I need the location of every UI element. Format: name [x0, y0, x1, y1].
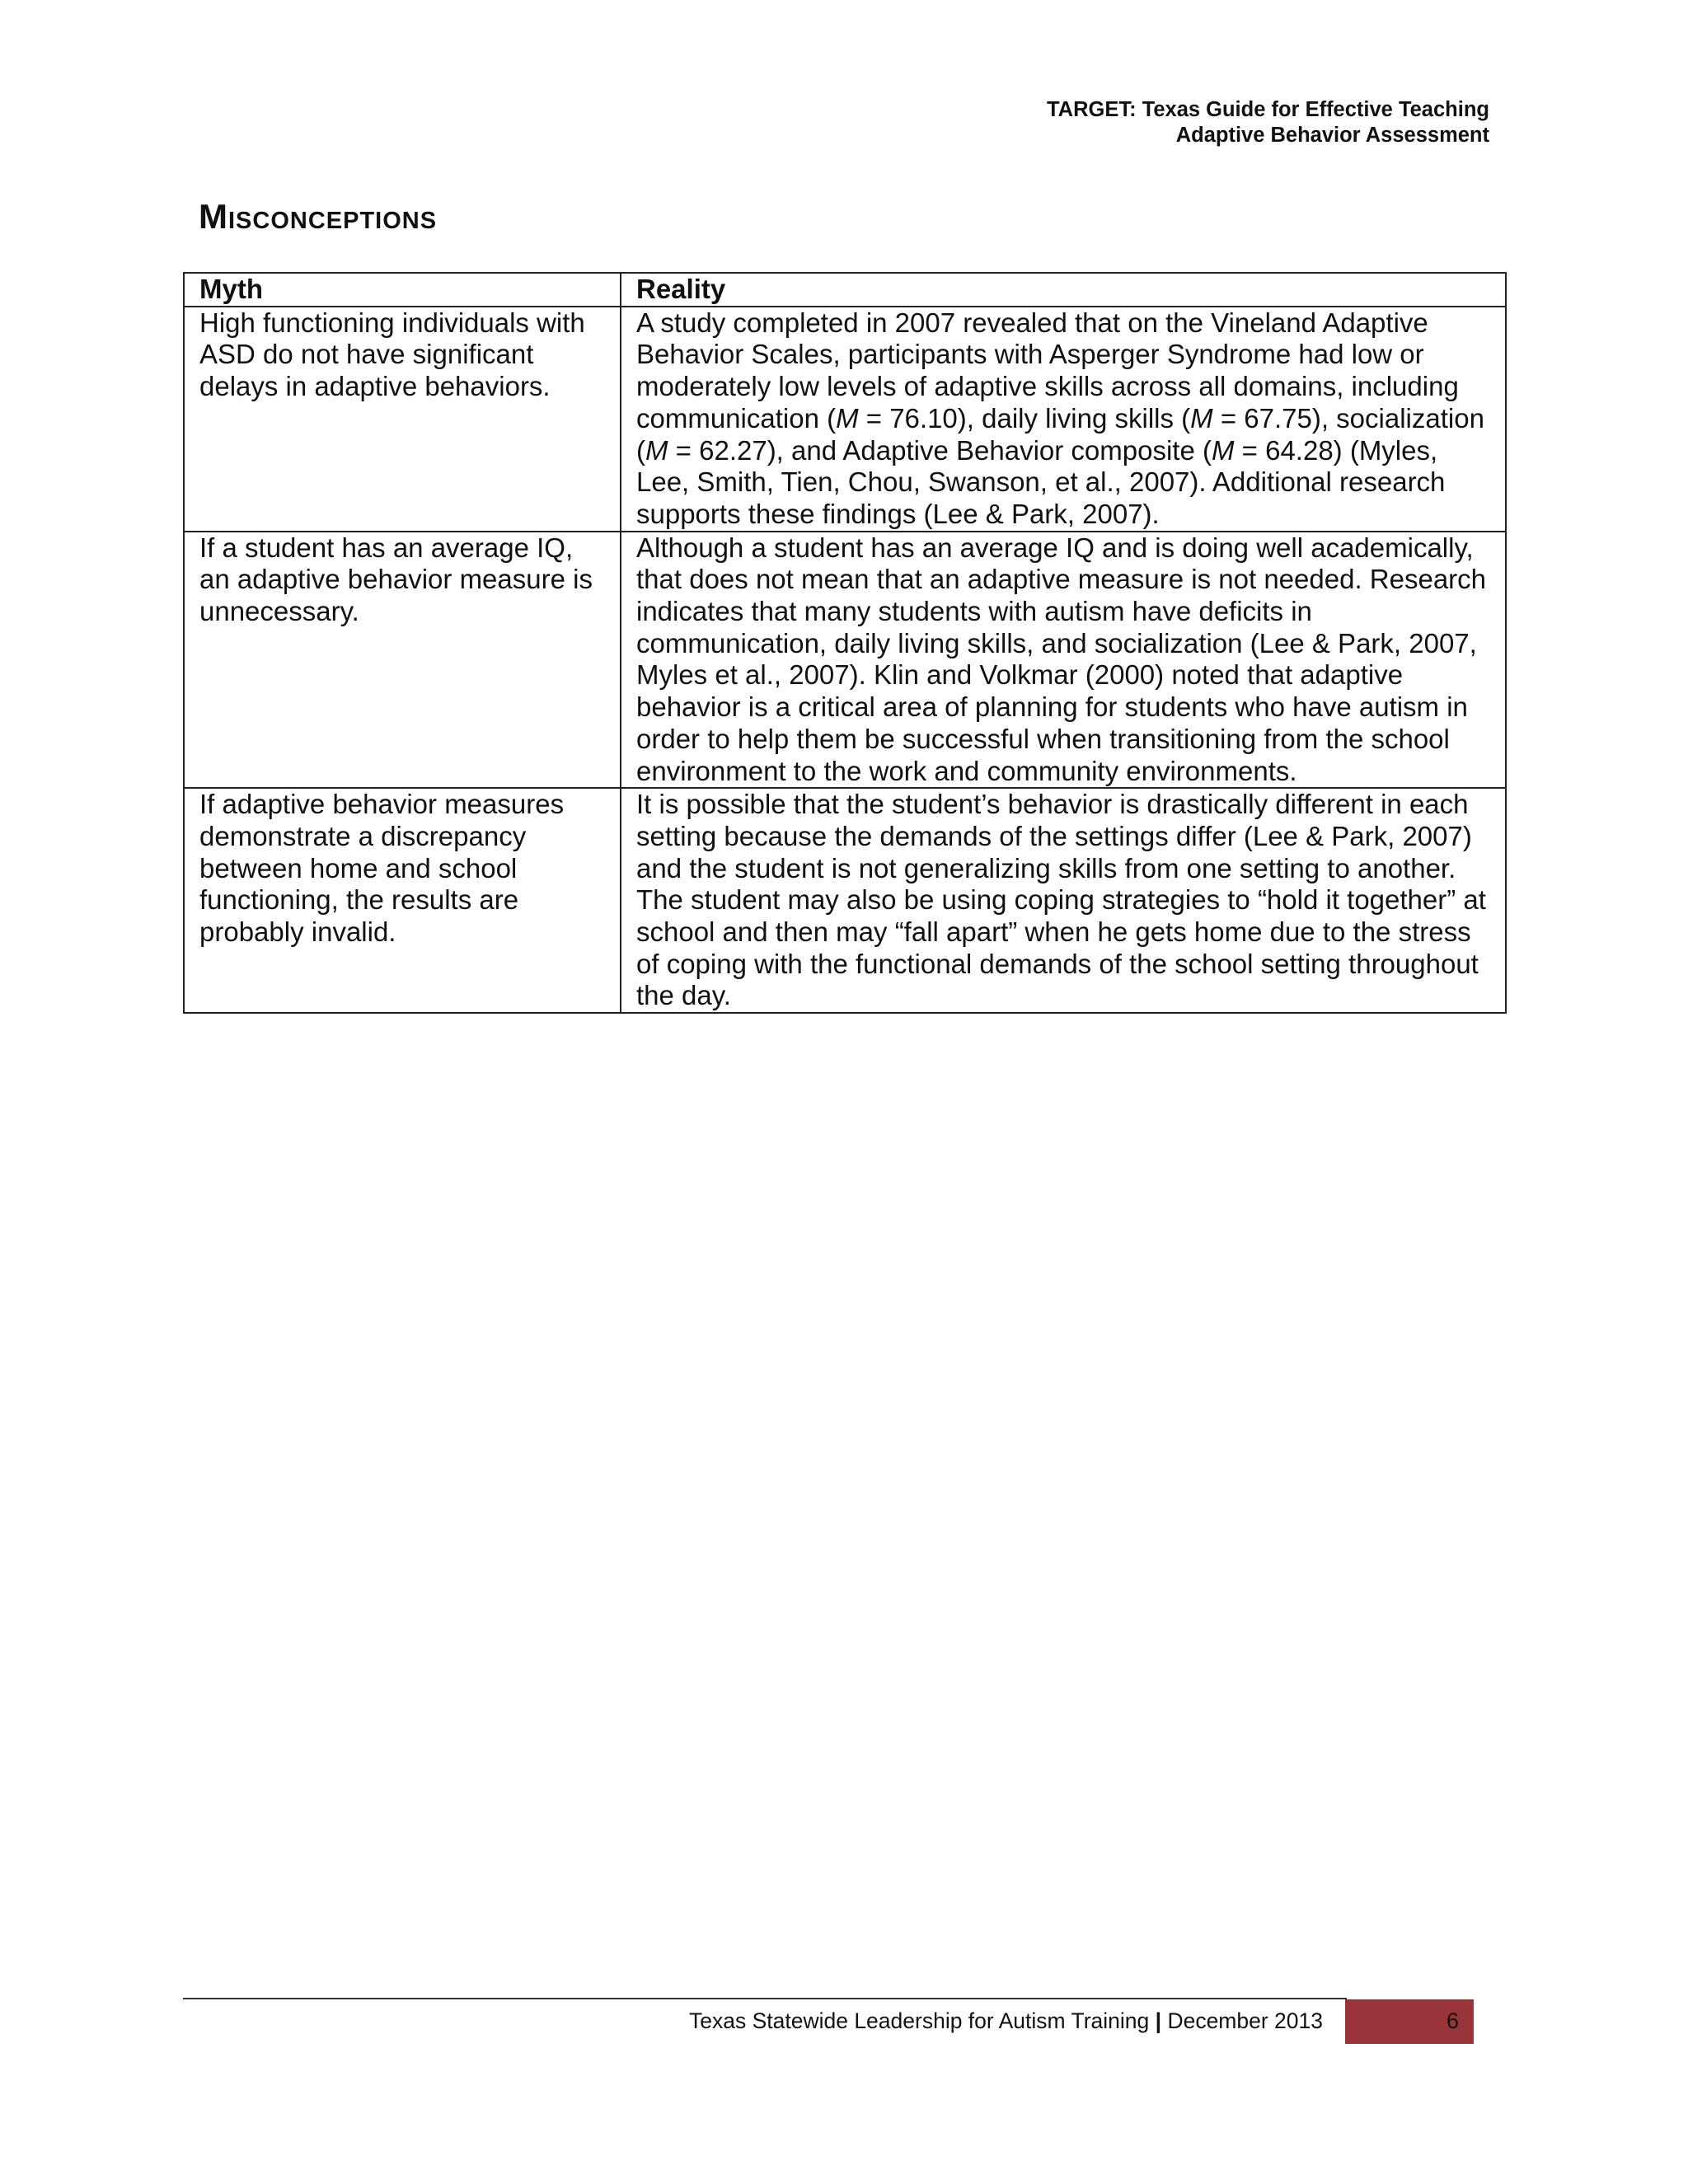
footer-organization: Texas Statewide Leadership for Autism Training	[688, 2008, 1150, 2033]
reality-text: = 67.75), socialization (	[636, 402, 1484, 466]
misconceptions-table	[183, 272, 1507, 1014]
table-row	[184, 788, 1506, 1013]
reality-text: = 64.28) (Myles, Lee, Smith, Tien, Chou, Swanson, et al., 2007). Additional research supports these findings (Lee & Park, 2007).	[636, 434, 1446, 529]
myth-cell: If a student has an average IQ, an adaptive behavior measure is unnecessary.	[184, 532, 621, 789]
statistic-mean-symbol: M	[1190, 402, 1213, 434]
reality-cell	[621, 788, 1506, 1013]
running-header-subtitle: Adaptive Behavior Assessment	[1175, 124, 1489, 147]
running-header	[1047, 97, 1489, 148]
reality-text: It is possible that the student’s behavior is drastically different in each setting because the demands of the settings differ (Lee & Park, 2007) and the student is not generalizing skills from one setting to another. The student may also be using coping strategies to “hold it together” at school and then may “fall apart” when he gets home due to the stress of coping with the functional demands of the school setting throughout the day.	[636, 789, 1486, 1011]
table-row	[184, 307, 1506, 532]
footer-text	[689, 2004, 1323, 2037]
table-header-row	[184, 273, 1506, 307]
section-title: Misconceptions	[199, 197, 438, 236]
statistic-mean-symbol: M	[1211, 434, 1235, 466]
column-header-myth: Myth	[184, 273, 621, 307]
running-header-title: TARGET: Texas Guide for Effective Teaching	[1046, 98, 1489, 121]
reality-text: Although a student has an average IQ and is doing well academically, that does not mean that an adaptive measure is not needed. Research indicates that many students with autism have deficits in communication, daily living skills, and socialization (Lee & Park, 2007, Myles et al., 2007). Klin and Volkmar (2000) noted that adaptive behavior is a critical area of planning for students who have autism in order to help them be successful when transitioning from the school environment to the work and community environments.	[636, 532, 1487, 786]
reality-cell	[621, 307, 1506, 532]
table-row	[184, 532, 1506, 789]
column-header-reality: Reality	[621, 273, 1506, 307]
footer-separator: |	[1155, 2008, 1162, 2033]
reality-text: = 76.10), daily living skills (	[858, 402, 1191, 434]
reality-text: = 62.27), and Adaptive Behavior composite (	[668, 434, 1212, 466]
footer-date: December 2013	[1167, 2008, 1323, 2033]
statistic-mean-symbol: M	[836, 402, 859, 434]
statistic-mean-symbol: M	[645, 434, 668, 466]
footer-divider	[183, 1998, 1347, 1999]
myth-cell: High functioning individuals with ASD do not have significant delays in adaptive behaviors.	[184, 307, 621, 532]
reality-text: A study completed in 2007 revealed that on the Vineland Adaptive Behavior Scales, participants with Asperger Syndrome had low or moderately low levels of adaptive skills across all domains, including communication (	[636, 307, 1459, 434]
page-number-badge	[1345, 1999, 1474, 2044]
page-number: 6	[1446, 2008, 1459, 2033]
reality-cell	[621, 532, 1506, 789]
myth-cell: If adaptive behavior measures demonstrate a discrepancy between home and school functioning, the results are probably invalid.	[184, 788, 621, 1013]
